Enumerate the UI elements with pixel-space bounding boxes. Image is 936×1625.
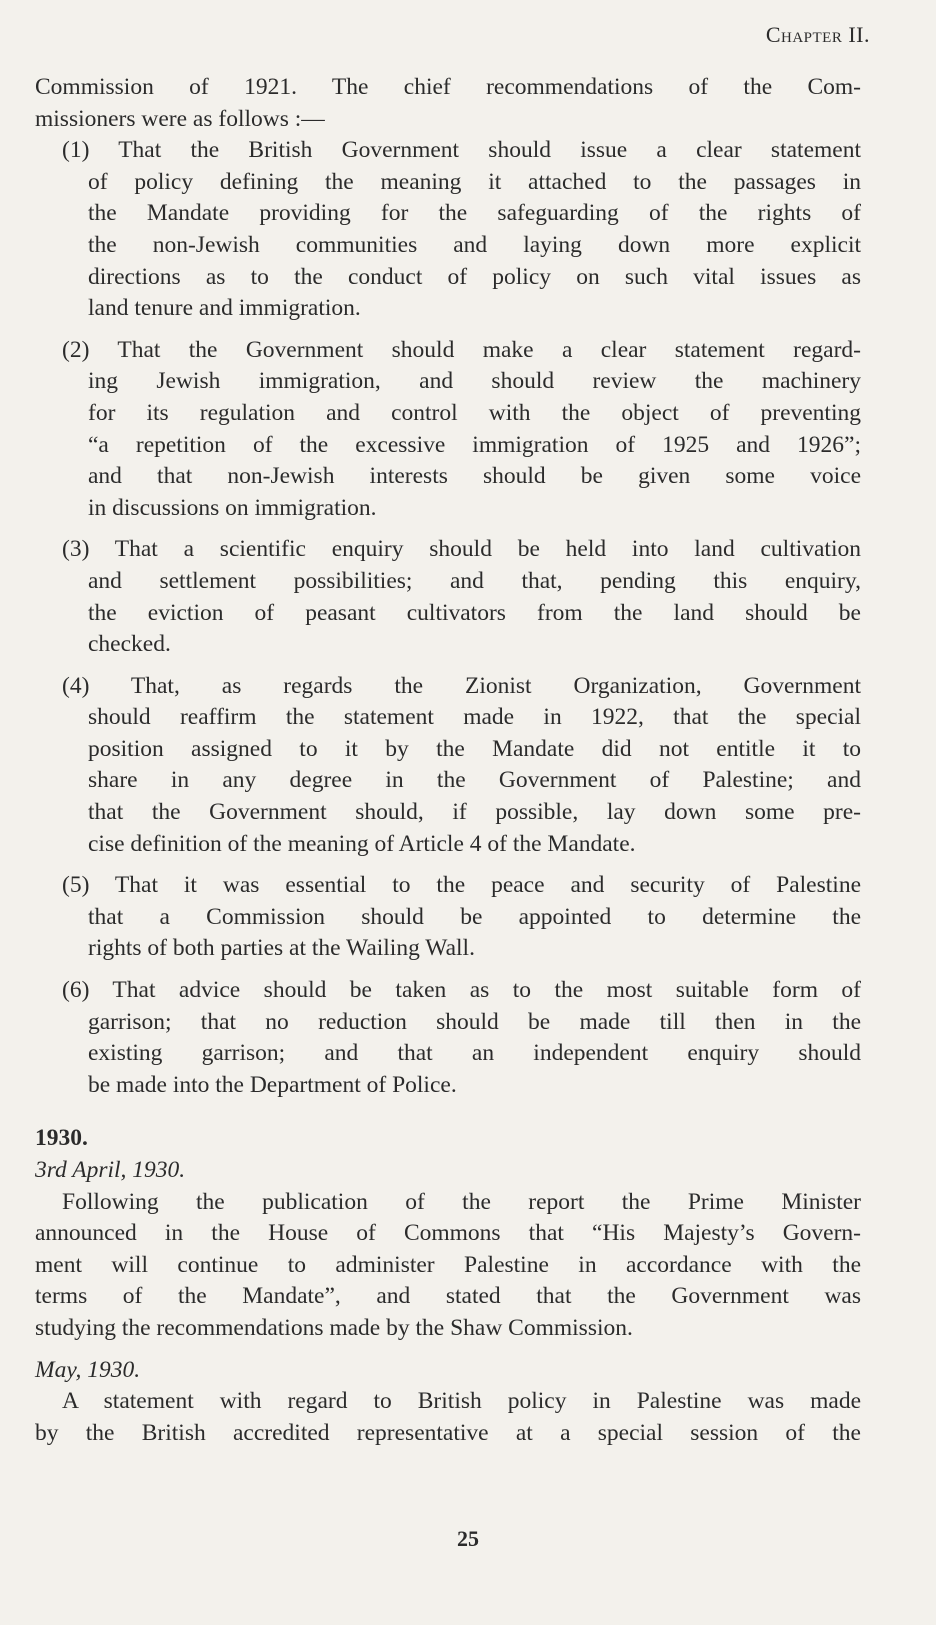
date-heading bbox=[35, 1155, 861, 1187]
page-number: 25 bbox=[457, 1526, 479, 1551]
text-line: announced in the House of Commons that “His Majesty’s Govern- bbox=[35, 1220, 861, 1247]
text-line: (2) That the Government should make a clear statement regard- bbox=[62, 336, 861, 363]
text-line: cise definition of the meaning of Article 4 of the Mandate. bbox=[88, 830, 636, 857]
text-line: that the Government should, if possible, lay down some pre- bbox=[88, 799, 861, 826]
date-heading bbox=[35, 1355, 861, 1387]
text-line: position assigned to it by the Mandate did not entitle it to bbox=[88, 735, 861, 762]
paragraph bbox=[35, 72, 861, 135]
text-line: checked. bbox=[88, 631, 171, 658]
text-line: and that non-Jewish interests should be given some voice bbox=[88, 463, 861, 490]
list-item bbox=[35, 671, 861, 861]
list-item bbox=[35, 870, 861, 965]
list-item bbox=[35, 135, 861, 325]
year-heading bbox=[35, 1123, 861, 1155]
text-line: 1930. bbox=[35, 1125, 88, 1152]
text-line: garrison; that no reduction should be made till then in the bbox=[88, 1008, 861, 1035]
text-line: for its regulation and control with the object of preventing bbox=[88, 399, 861, 426]
text-line: missioners were as follows :— bbox=[35, 105, 325, 132]
text-line: terms of the Mandate”, and stated that the Government was bbox=[35, 1283, 861, 1310]
text-line: in discussions on immigration. bbox=[88, 494, 377, 521]
text-line: (4) That, as regards the Zionist Organization, Government bbox=[62, 672, 861, 699]
list-item bbox=[35, 335, 861, 525]
text-line: directions as to the conduct of policy on such vital issues as bbox=[88, 263, 861, 290]
text-line: ment will continue to administer Palestine in accordance with the bbox=[35, 1251, 861, 1278]
text-line: Following the publication of the report the Prime Minister bbox=[62, 1188, 861, 1215]
chapter-heading: Chapter II. bbox=[765, 22, 870, 47]
text-line: May, 1930. bbox=[35, 1356, 141, 1383]
text-line: (5) That it was essential to the peace and security of Palestine bbox=[62, 872, 861, 899]
text-line: existing garrison; and that an independent enquiry should bbox=[88, 1040, 861, 1067]
text-line: ing Jewish immigration, and should review the machinery bbox=[88, 368, 861, 395]
text-line: by the British accredited representative at a special session of the bbox=[35, 1419, 861, 1446]
list-item bbox=[35, 534, 861, 660]
text-line: (3) That a scientific enquiry should be held into land cultivation bbox=[62, 536, 861, 563]
text-line: the Mandate providing for the safeguarding of the rights of bbox=[88, 200, 861, 227]
text-line: studying the recommendations made by the Shaw Commission. bbox=[35, 1314, 633, 1341]
list-item bbox=[35, 975, 861, 1101]
text-line: that a Commission should be appointed to determine the bbox=[88, 903, 861, 930]
text-line: the non-Jewish communities and laying down more explicit bbox=[88, 231, 861, 258]
page-body bbox=[35, 72, 861, 1449]
text-line: Commission of 1921. The chief recommendations of the Com- bbox=[35, 74, 861, 100]
text-line: of policy defining the meaning it attached to the passages in bbox=[88, 168, 861, 195]
text-line: (1) That the British Government should issue a clear statement bbox=[62, 137, 861, 164]
text-line: and settlement possibilities; and that, pending this enquiry, bbox=[88, 567, 861, 594]
text-line: “a repetition of the excessive immigration of 1925 and 1926”; bbox=[88, 431, 861, 458]
text-line: A statement with regard to British policy in Palestine was made bbox=[62, 1388, 861, 1415]
text-line: be made into the Department of Police. bbox=[88, 1071, 457, 1098]
text-line: 3rd April, 1930. bbox=[35, 1157, 186, 1183]
text-line: share in any degree in the Government of Palestine; and bbox=[88, 767, 861, 794]
text-line: the eviction of peasant cultivators from the land should be bbox=[88, 599, 861, 626]
text-line: should reaffirm the statement made in 1922, that the special bbox=[88, 704, 861, 731]
paragraph bbox=[35, 1187, 861, 1345]
paragraph bbox=[35, 1386, 861, 1449]
text-line: (6) That advice should be taken as to the most suitable form of bbox=[62, 977, 861, 1004]
text-line: land tenure and immigration. bbox=[88, 295, 361, 322]
text-line: rights of both parties at the Wailing Wall. bbox=[88, 935, 475, 962]
